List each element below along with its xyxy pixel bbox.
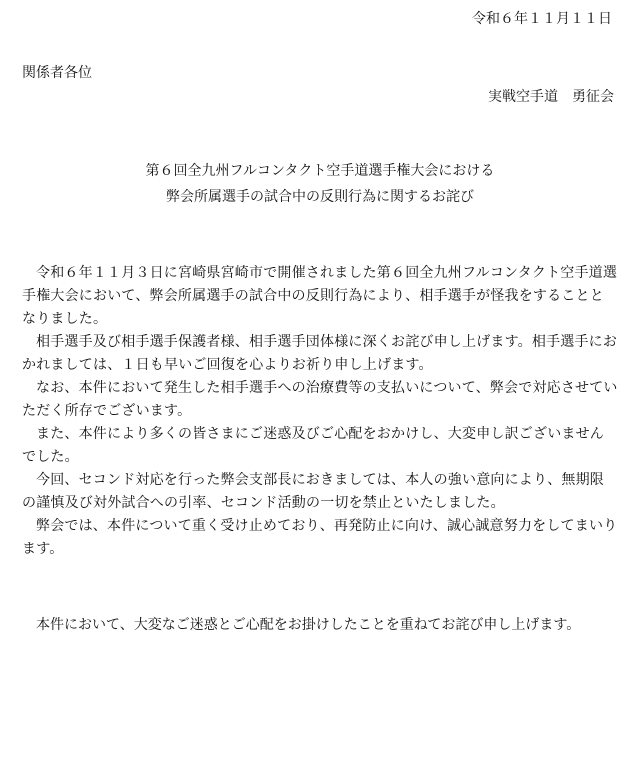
- body-paragraph: なお、本件において発生した相手選手への治療費等の支払いについて、弊会で対応させていただく所存でございます。: [22, 380, 618, 419]
- closing-statement: [22, 614, 622, 637]
- addressee: 関係者各位: [22, 65, 92, 81]
- document-body: [22, 262, 618, 561]
- body-paragraph: 弊会では、本件について重く受け止めており、再発防止に向け、誠心誠意努力をしてまいります。: [22, 518, 618, 557]
- body-paragraph: 今回、セコンド対応を行った弊会支部長におきましては、本人の強い意向により、無期限の謹慎及び対外試合への引率、セコンド活動の一切を禁止といたしました。: [22, 472, 604, 511]
- title-line-2: 弊会所属選手の試合中の反則行為に関するお詫び: [166, 189, 474, 205]
- sender-organization: 実戦空手道 勇征会: [488, 89, 614, 105]
- title-line-1: 第６回全九州フルコンタクト空手道選手権大会における: [145, 163, 495, 179]
- body-paragraph: 相手選手及び相手選手保護者様、相手選手団体様に深くお詫び申し上げます。相手選手におかれましては、１日も早いご回復を心よりお祈り申し上げます。: [22, 334, 618, 373]
- document-date: 令和６年１１月１１日: [472, 11, 612, 27]
- body-paragraph: また、本件により多くの皆さまにご迷惑及びご心配をおかけし、大変申し訳ございませんでした。: [22, 426, 604, 465]
- document-title: [0, 158, 640, 210]
- closing-paragraph: 本件において、大変なご迷惑とご心配をお掛けしたことを重ねてお詫び申し上げます。: [36, 617, 581, 633]
- body-paragraph: 令和６年１１月３日に宮崎県宮崎市で開催されました第６回全九州フルコンタクト空手道選手権大会において、弊会所属選手の試合中の反則行為により、相手選手が怪我をすることとなりました。: [22, 265, 618, 327]
